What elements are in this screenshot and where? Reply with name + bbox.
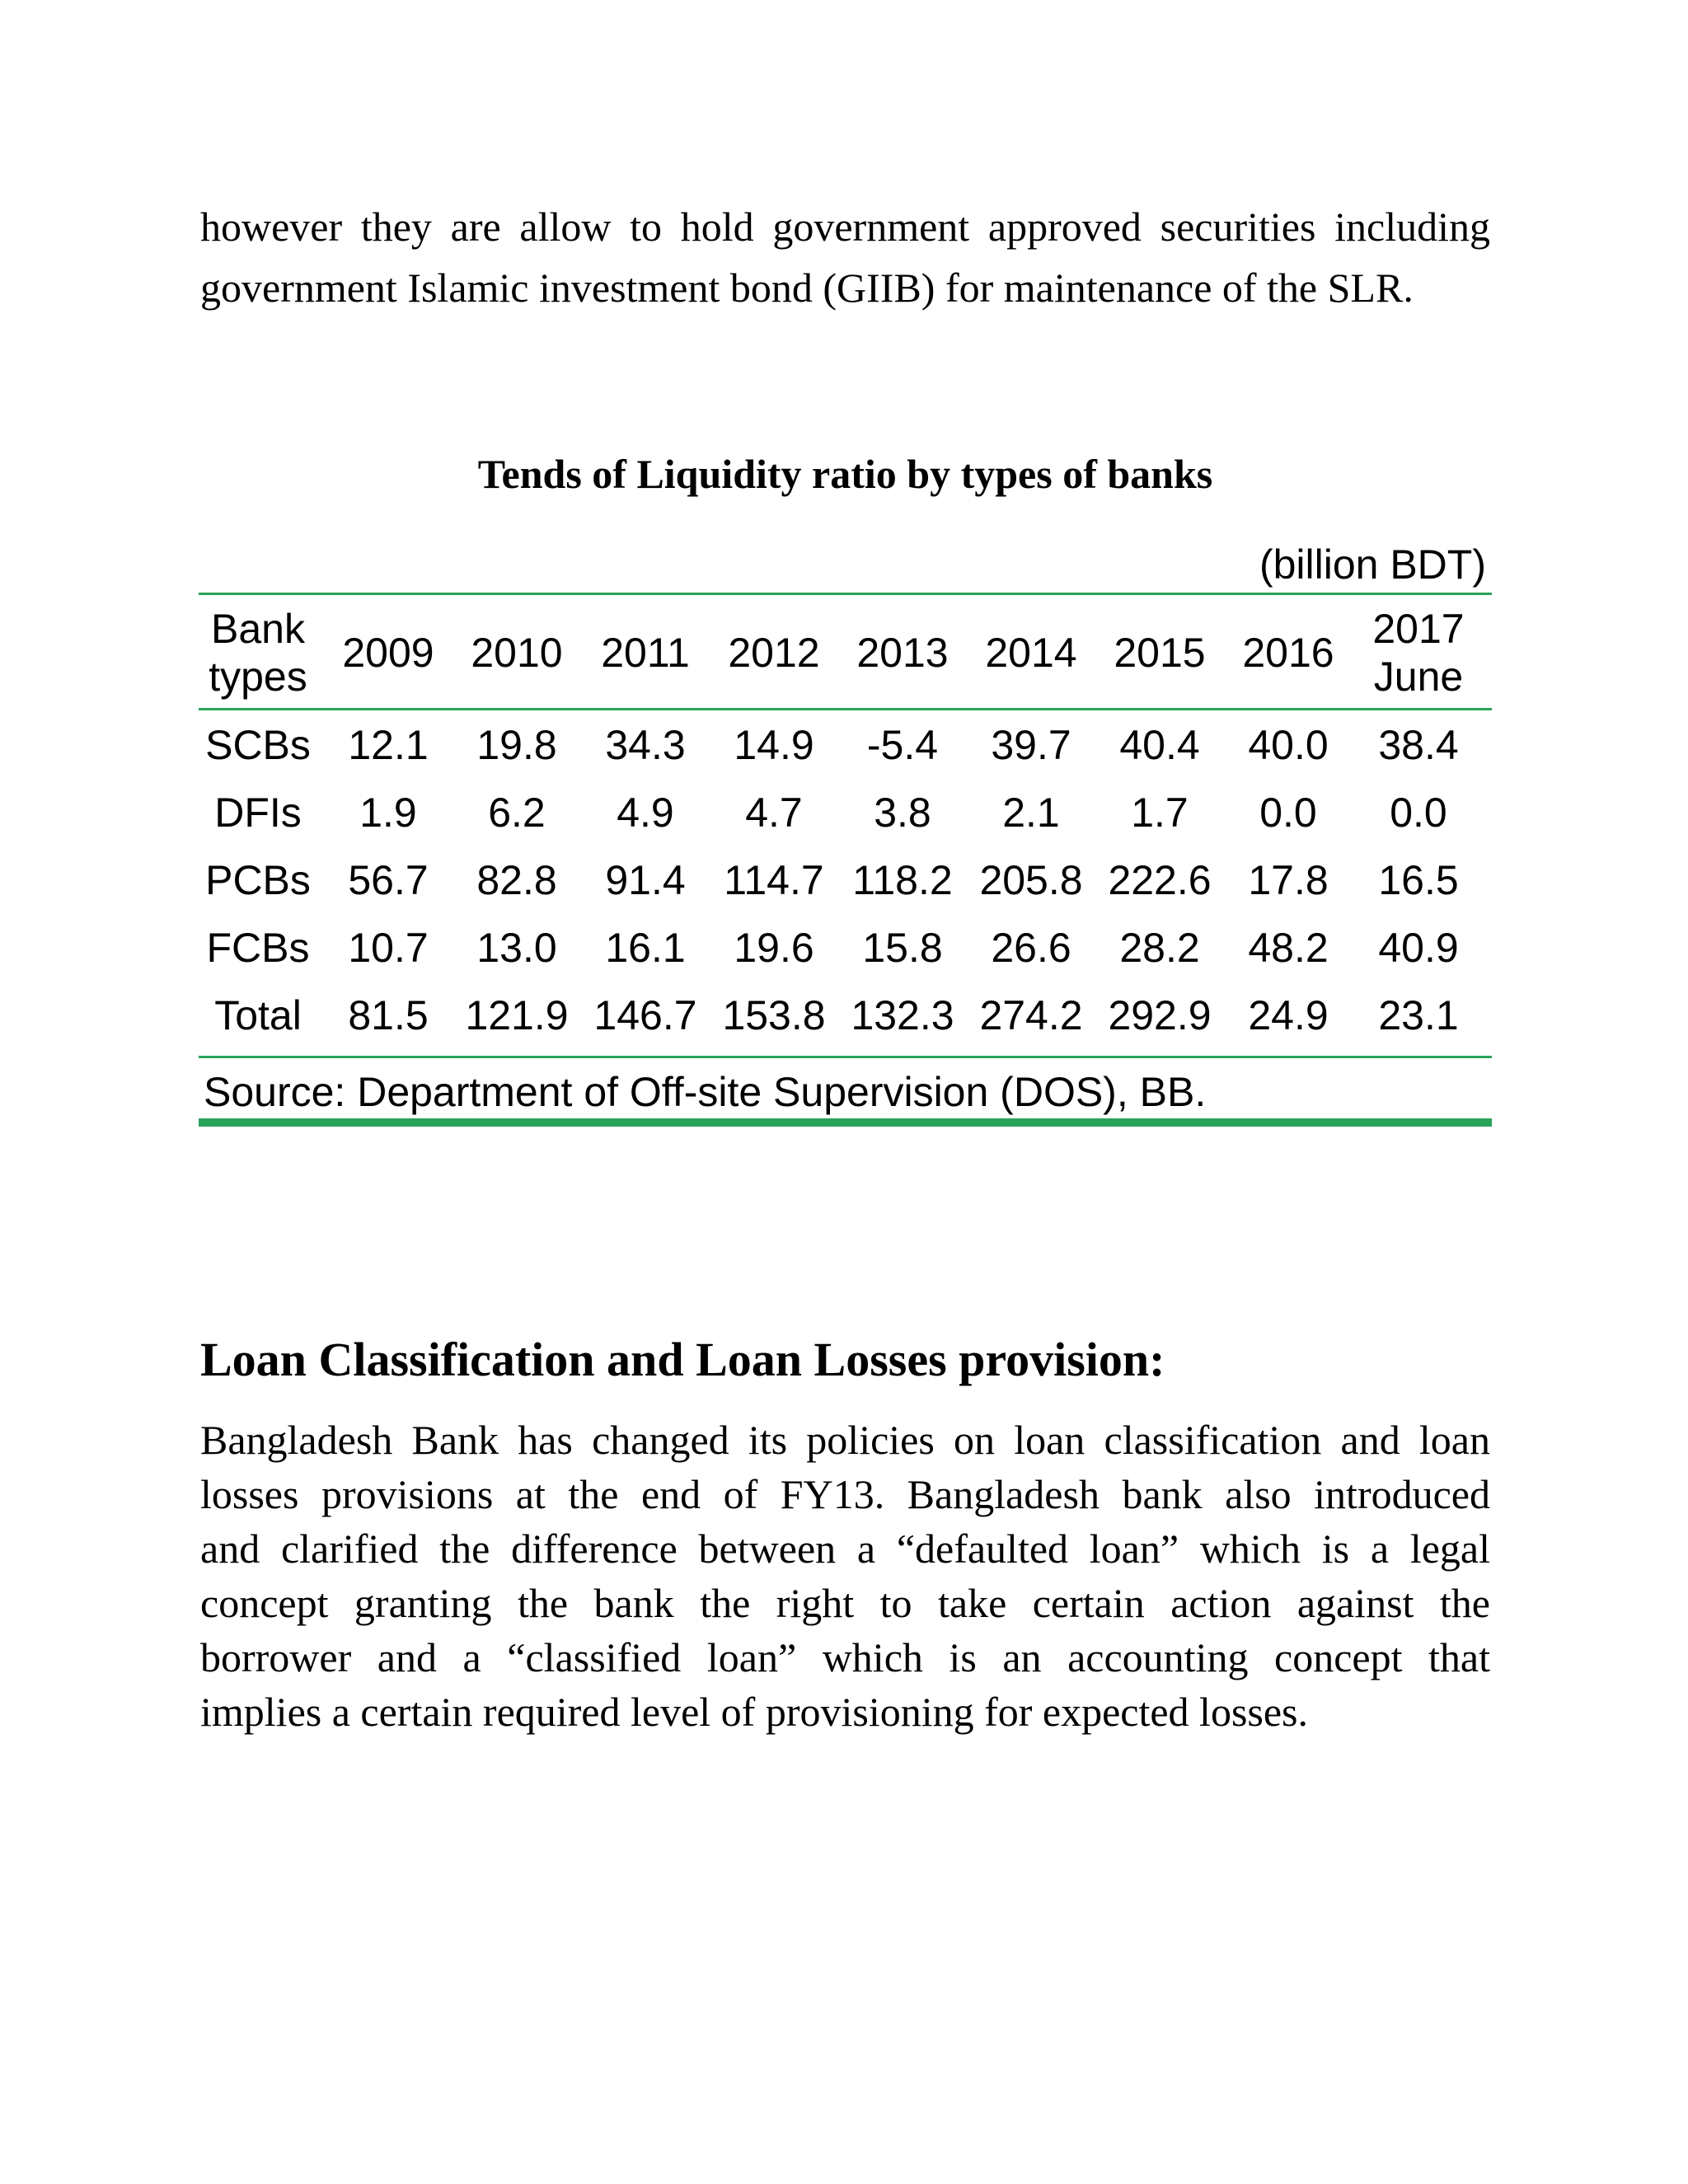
section-heading: Loan Classification and Loan Losses provision:	[200, 1333, 1165, 1386]
table-cell: 132.3	[851, 992, 954, 1038]
row-label: PCBs	[205, 857, 311, 903]
table-cell: 16.1	[605, 925, 686, 971]
table-cell: 40.0	[1248, 722, 1329, 768]
header-year: 2011	[601, 630, 690, 676]
header-year: 2016	[1242, 630, 1334, 676]
paragraph-line: concept granting the bank the right to take certain action against the	[200, 1580, 1490, 1626]
paragraph-line: and clarified the difference between a “defaulted loan” which is a legal	[200, 1526, 1490, 1572]
header-year: 2014	[985, 630, 1077, 676]
header-2017-june	[1356, 605, 1481, 701]
row-label: DFIs	[214, 790, 302, 836]
header-bank-types	[200, 605, 316, 701]
table-cell: 4.7	[745, 790, 803, 836]
paragraph-line: borrower and a “classified loan” which is an accounting concept that	[200, 1634, 1490, 1680]
table-cell: 40.4	[1119, 722, 1200, 768]
header-bank-types-line-2: types	[209, 654, 307, 700]
table-cell: 19.6	[734, 925, 814, 971]
table-cell: 81.5	[348, 992, 429, 1038]
table-cell: -5.4	[866, 722, 939, 768]
table-cell: 15.8	[862, 925, 943, 971]
table-cell: 19.8	[476, 722, 557, 768]
paragraph-line: Bangladesh Bank has changed its policies on loan classification and loan	[200, 1417, 1490, 1463]
table-cell: 82.8	[476, 857, 557, 903]
table-cell: 17.8	[1248, 857, 1329, 903]
table-source: Source: Department of Off-site Supervision (DOS), BB.	[204, 1069, 1207, 1115]
table-cell: 292.9	[1108, 992, 1212, 1038]
intro-line-1: however they are allow to hold government approved securities including	[200, 204, 1490, 250]
table-cell: 3.8	[874, 790, 931, 836]
table-cell: 0.0	[1390, 790, 1447, 836]
table-cell: 2.1	[1002, 790, 1060, 836]
header-year: 2012	[728, 630, 820, 676]
table-cell: 91.4	[605, 857, 686, 903]
table-cell: 26.6	[991, 925, 1071, 971]
table-cell: 1.9	[359, 790, 417, 836]
table-cell: 48.2	[1248, 925, 1329, 971]
table-header-rule	[199, 708, 1492, 710]
table-title: Tends of Liquidity ratio by types of banks	[477, 451, 1213, 497]
table-cell: 274.2	[979, 992, 1083, 1038]
table-cell: 38.4	[1378, 722, 1459, 768]
table-cell: 16.5	[1378, 857, 1459, 903]
table-cell: 10.7	[348, 925, 429, 971]
table-cell: 24.9	[1248, 992, 1329, 1038]
table-cell: 12.1	[348, 722, 429, 768]
table-cell: 222.6	[1108, 857, 1212, 903]
table-top-rule	[199, 593, 1492, 595]
header-year: 2010	[471, 630, 563, 676]
table-cell: 56.7	[348, 857, 429, 903]
table-cell: 34.3	[605, 722, 686, 768]
table-cell: 0.0	[1259, 790, 1317, 836]
paragraph-line: implies a certain required level of provisioning for expected losses.	[200, 1689, 1309, 1735]
table-cell: 23.1	[1378, 992, 1459, 1038]
table-cell: 28.2	[1119, 925, 1200, 971]
header-year: 2015	[1114, 630, 1206, 676]
table-cell: 6.2	[488, 790, 546, 836]
table-cell: 1.7	[1131, 790, 1189, 836]
table-cell: 121.9	[465, 992, 569, 1038]
intro-line-2: government Islamic investment bond (GIIB) for maintenance of the SLR.	[200, 265, 1414, 311]
table-cell: 14.9	[734, 722, 814, 768]
header-bank-types-line-1: Bank	[211, 606, 305, 652]
table-cell: 146.7	[593, 992, 697, 1038]
table-unit-note: (billion BDT)	[1259, 541, 1486, 588]
table-bottom-rule	[199, 1118, 1492, 1127]
row-label: Total	[214, 992, 302, 1038]
table-cell: 39.7	[991, 722, 1071, 768]
table-cell: 114.7	[724, 857, 824, 903]
table-cell: 205.8	[979, 857, 1083, 903]
header-2017-june-line-2: June	[1373, 654, 1464, 700]
header-year: 2013	[856, 630, 949, 676]
row-label: FCBs	[206, 925, 310, 971]
header-2017-june-line-1: 2017	[1372, 606, 1465, 652]
table-cell: 40.9	[1378, 925, 1459, 971]
table-cell: 4.9	[617, 790, 674, 836]
table-cell: 13.0	[476, 925, 557, 971]
row-label: SCBs	[205, 722, 311, 768]
header-year: 2009	[342, 630, 434, 676]
table-cell: 153.8	[722, 992, 826, 1038]
table-body-rule	[199, 1056, 1492, 1058]
table-cell: 118.2	[852, 857, 953, 903]
paragraph-line: losses provisions at the end of FY13. Bangladesh bank also introduced	[200, 1471, 1490, 1517]
